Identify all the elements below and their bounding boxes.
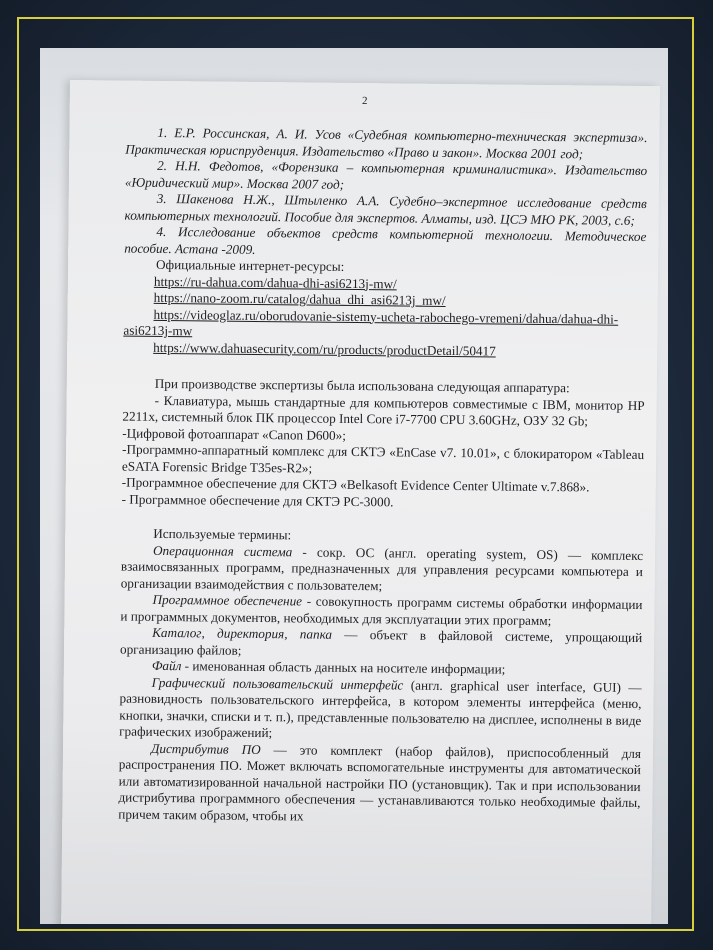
resource-link[interactable]: https://ru-dahua.com/dahua-dhi-asi6213j-mw/ (153, 273, 397, 291)
term-body: (англ. graphical user interface, GUI) — разновидность пользовательского интерфейса, в котором элементы интерфейса (меню, кнопки, значки, списки и т. п.), представленные пользователю на дисплее, исполнены в виде графических изображений; (119, 677, 642, 741)
term-name: Каталог, директория, папка (152, 624, 333, 642)
reference-item: 1. Е.Р. Россинская, А. И. Усов «Судебная компьютерно-техническая экспертиза». Практическая юриспруденция. Издательство «Право и закон». Москва 2001 год; (125, 124, 648, 161)
equipment-item: - Клавиатура, мышь стандартные для компьютеров совместимые с IBM, монитор HP 2211x, системный блок ПК процессор Intel Core i7-7700 CPU 3.60GHz, ОЗУ 32 Gb; (122, 392, 645, 429)
resources-heading: Официальные интернет-ресурсы: (155, 256, 345, 274)
term-definition (120, 592, 642, 630)
term-body: - сокр. ОС (англ. operating system, OS) — комплекс взаимосвязанных программ, предназначенных для управления ресурсами компьютера и организации взаимодействия с пользователем; (120, 543, 644, 593)
term-body: — объект в файловой системе, упрощающий организацию файлов; (119, 626, 643, 658)
resource-link[interactable]: https://www.dahuasecurity.com/ru/products/productDetail/50417 (153, 339, 496, 358)
document-page (61, 80, 660, 924)
references-list (118, 125, 647, 828)
reference-item: 4. Исследование объектов средств компьютерной технологии. Методическое пособие. Астана -2009. (124, 223, 647, 257)
term-definition (121, 542, 643, 597)
document-photo (40, 48, 668, 924)
term-name: Программное обеспечение (152, 591, 303, 609)
term-body: - совокупность программ системы обработки информации и программных документов, необходимых для эксплуатации этих программ; (120, 593, 643, 628)
terms-heading: Используемые термины: (153, 525, 292, 543)
term-definition (119, 674, 642, 745)
term-name: Графический пользовательский интерфейс (151, 674, 404, 693)
equipment-item: - Программное обеспечение для СКТЭ PC-3000. (121, 491, 394, 509)
equipment-intro: При производстве экспертизы была использована следующая аппаратура: (154, 375, 570, 396)
term-name: Дистрибутив ПО (150, 740, 261, 757)
term-name: Операционная система (153, 542, 293, 559)
term-definition (118, 740, 641, 828)
equipment-item: -Программное обеспечение для СКТЭ «Belkasoft Evidence Center Ultimate v.7.868». (121, 474, 590, 495)
page-number: 2 (361, 95, 368, 108)
equipment-item: -Цифровой фотоаппарат «Canon D600»; (122, 425, 347, 443)
term-name: Файл (151, 657, 182, 674)
term-body: - именованная область данных на носителе информации; (181, 658, 506, 677)
reference-item: 3. Шакенова Н.Ж., Штыленко А.А. Судебно–экспертное исследование средств компьютерных технологий. Пособие для экспертов. Алматы, изд. ЦСЭ МЮ РК, 2003, с.6; (124, 190, 647, 228)
resource-link[interactable]: https://nano-zoom.ru/catalog/dahua_dhi_asi6213j_mw/ (153, 289, 446, 308)
term-definition (120, 625, 642, 663)
term-body: — это комплект (набор файлов), приспособленный для распространения ПО. Может включать вспомогательные инструменты для автоматической или автоматизированной начальной настройки ПО (установщик). Так и при использовании дистрибутива программного обеспечения — устанавливаются только необходимые файлы, причем таким образом, чтобы их (118, 741, 642, 823)
reference-item: 2. Н.Н. Федотов, «Форензика – компьютерная криминалистика». Издательство «Юридический мир». Москва 2007 год; (124, 157, 648, 192)
equipment-item: -Программно-аппаратный комплекс для СКТЭ «EnCase v7. 10.01», с блокиратором «Tableau eSATA Forensic Bridge T35es-R2»; (121, 441, 645, 476)
resource-link[interactable]: https://videoglaz.ru/oborudovanie-sistemy-ucheta-rabochego-vremeni/dahua/dahua-dhi-asi6213j-mw (123, 306, 619, 339)
